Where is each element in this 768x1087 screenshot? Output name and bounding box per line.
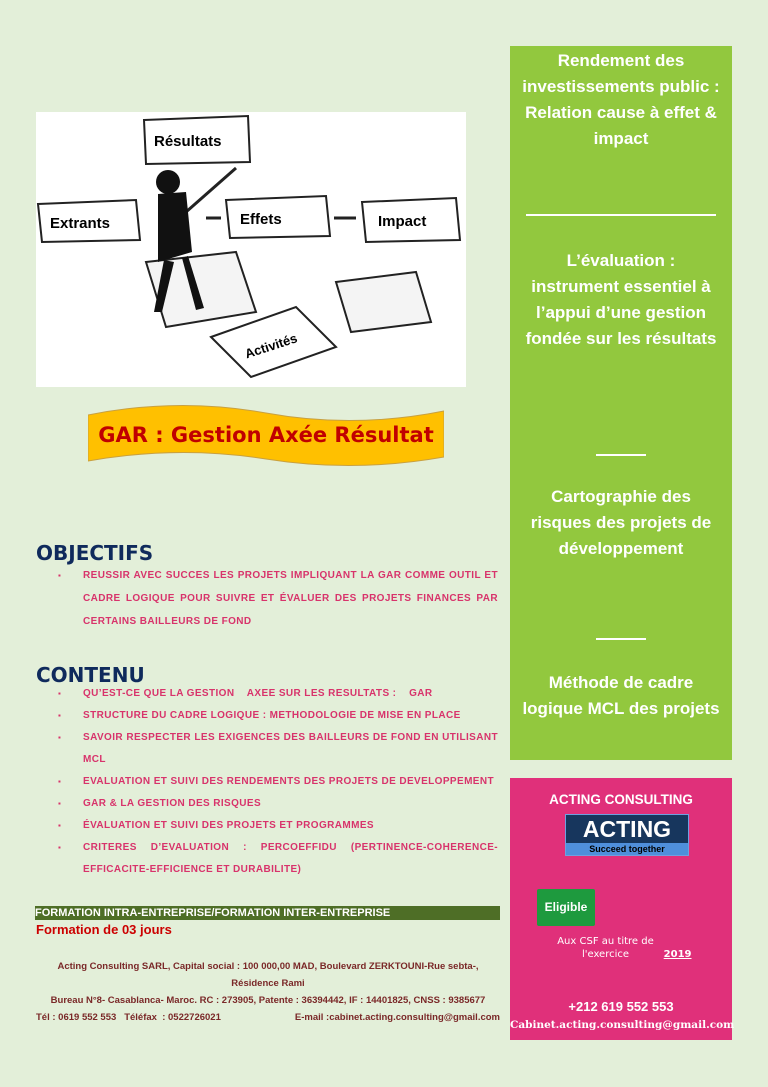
footer-line-2: Bureau N°8- Casablanca- Maroc. RC : 273905, Patente : 36394442, IF : 14401825, CNSS : 9385677 xyxy=(50,995,486,1006)
title-banner xyxy=(88,403,444,469)
list-item: ▪ ÉVALUATION ET SUIVI DES PROJETS ET PROGRAMMES xyxy=(58,815,498,837)
acting-logo xyxy=(565,814,689,856)
divider xyxy=(596,454,646,456)
list-item: ▪ EVALUATION ET SUIVI DES RENDEMENTS DES PROJETS DE DEVELOPPEMENT xyxy=(58,771,498,793)
csf-text: Aux CSF au titre de l'exercice xyxy=(557,936,654,960)
objectifs-list xyxy=(58,564,498,633)
objectifs-heading: OBJECTIFS xyxy=(36,541,154,565)
gar-diagram-image xyxy=(36,112,466,387)
banner-title: GAR : Gestion Axée Résultat xyxy=(98,423,434,447)
topic-2: L’évaluation : instrument essentiel à l’appui d’une gestion fondée sur les résultats xyxy=(525,251,717,348)
logo-text: ACTING xyxy=(566,815,688,843)
list-item: ▪ STRUCTURE DU CADRE LOGIQUE : METHODOLOGIE DE MISE EN PLACE xyxy=(58,705,498,727)
list-item: ▪ GAR & LA GESTION DES RISQUES xyxy=(58,793,498,815)
company-footer xyxy=(36,958,500,1026)
company-name: ACTING CONSULTING xyxy=(549,792,693,807)
formation-type-bar: FORMATION INTRA-ENTREPRISE/FORMATION INTER-ENTREPRISE xyxy=(35,906,500,920)
footer-line-1: Acting Consulting SARL, Capital social : 100 000,00 MAD, Boulevard ZERKTOUNI-Rue sebta-, Résidence Rami xyxy=(57,961,479,989)
diagram-label-impact: Impact xyxy=(378,213,427,230)
footer-email: E-mail :cabinet.acting.consulting@gmail.com xyxy=(294,1012,500,1023)
contenu-heading: CONTENU xyxy=(36,663,145,687)
diagram-label-activites: Activités xyxy=(242,330,300,362)
topics-sidebar xyxy=(510,46,732,760)
contact-phone: +212 619 552 553 xyxy=(568,999,674,1014)
list-item: ▪ CRITERES D’EVALUATION : PERCOEFFIDU (PERTINENCE-COHERENCE-EFFICACITE-EFFICIENCE ET DURABILITE) xyxy=(58,837,498,881)
contact-panel xyxy=(510,778,735,1040)
diagram-label-resultats: Résultats xyxy=(154,133,222,150)
list-item: ▪ SAVOIR RESPECTER LES EXIGENCES DES BAILLEURS DE FOND EN UTILISANT MCL xyxy=(58,727,498,771)
diagram-label-extrants: Extrants xyxy=(50,215,111,232)
eligible-badge: Eligible xyxy=(537,889,595,926)
contact-email[interactable]: Cabinet.acting.consulting@gmail.com xyxy=(510,1019,735,1031)
contenu-list xyxy=(58,683,498,881)
footer-phone: Tél : 0619 552 553 Téléfax : 0522726021 xyxy=(36,1012,221,1023)
divider xyxy=(596,638,646,640)
list-item: ▪ REUSSIR AVEC SUCCES LES PROJETS IMPLIQUANT LA GAR COMME OUTIL ET CADRE LOGIQUE POUR SUIVRE ET ÉVALUER DES PROJETS FINANCES PAR CERTAINS BAILLEURS DE FOND xyxy=(58,564,498,633)
topic-1: Rendement des investissements public : Relation cause à effet & impact xyxy=(522,51,720,148)
csf-year: 2019 xyxy=(663,949,692,960)
formation-duration: Formation de 03 jours xyxy=(36,922,172,937)
logo-tagline: Succeed together xyxy=(566,843,688,855)
topic-3: Cartographie des risques des projets de développement xyxy=(530,487,712,558)
diagram-label-effets: Effets xyxy=(240,211,282,228)
divider xyxy=(526,214,716,216)
list-item: ▪ QU’EST-CE QUE LA GESTION AXEE SUR LES RESULTATS : GAR xyxy=(58,683,498,705)
topic-4: Méthode de cadre logique MCL des projets xyxy=(522,673,720,718)
